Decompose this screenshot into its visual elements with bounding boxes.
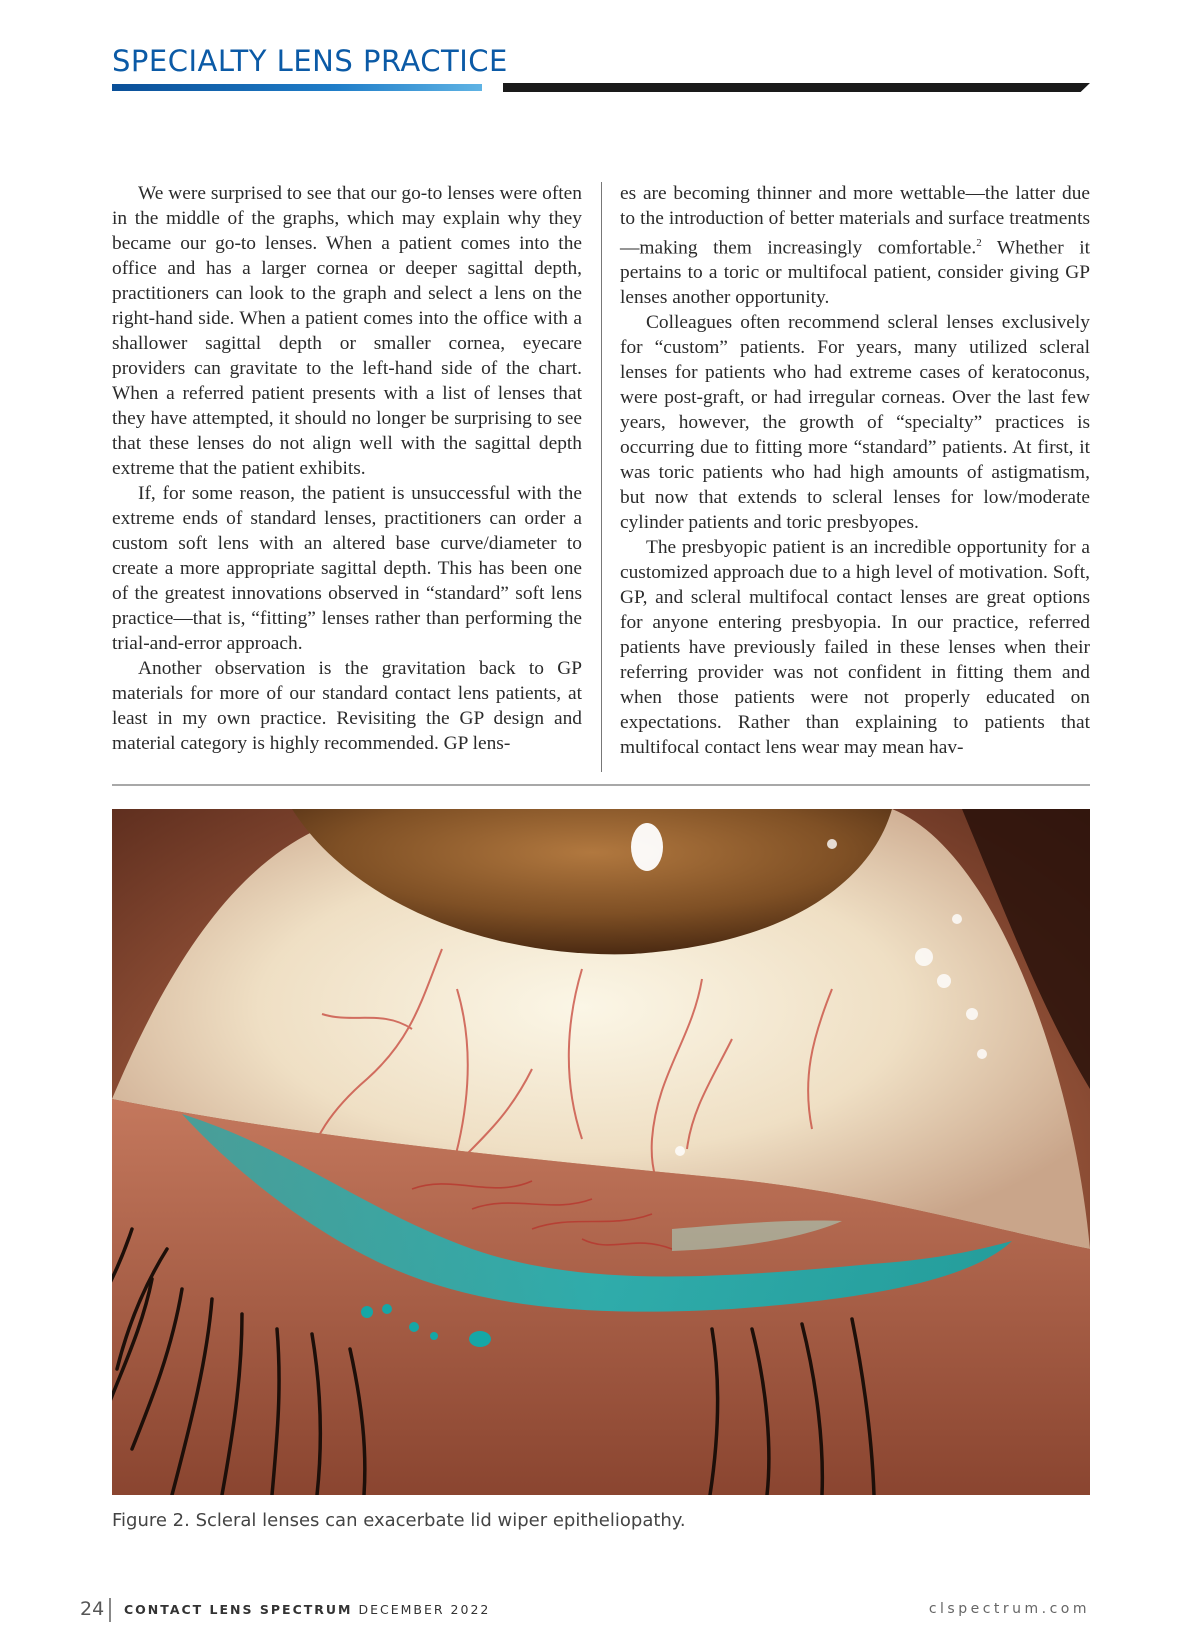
header-rule — [503, 83, 1090, 92]
publication-line — [124, 1602, 490, 1617]
page-footer — [80, 1598, 1090, 1626]
section-title-underline — [112, 84, 482, 91]
section-title: SPECIALTY LENS PRACTICE — [112, 44, 508, 78]
paragraph: Another observation is the gravitation back to GP materials for more of our standard contact lens patients, at least in my own practice. Revisiting the GP design and material category is highly recommended. GP lens- — [112, 658, 582, 754]
page-number: 24 — [80, 1598, 105, 1620]
paragraph: Colleagues often recommend scleral lenses exclusively for “custom” patients. For years, many utilized scleral lenses for patients who had extreme cases of keratoconus, were post-graft, or had irregular corneas. Over the last few years, however, the growth of “specialty” practices is occurring due to fitting more “standard” patients. At first, it was toric patients who had high amounts of astigmatism, but now that extends to scleral lenses for low/moderate cylinder patients and toric presbyopes. — [620, 312, 1090, 534]
eye-photo-illustration — [112, 809, 1090, 1495]
paragraph: We were surprised to see that our go-to lenses were often in the middle of the graphs, which may explain why they became our go-to lenses. When a patient comes into the office and has a larger cornea or deeper sagittal depth, practitioners can look to the graph and select a lens on the right-hand side. When a patient comes into the office with a shallower sagittal depth or smaller cornea, eyecare providers can gravitate to the left-hand side of the chart. When a referred patient presents with a list of lenses that they have attempted, it should no longer be surprising to see that these lenses do not align well with the sagittal depth extreme that the patient exhibits. — [112, 183, 582, 479]
paragraph: The presbyopic patient is an incredible opportunity for a customized approach due to a high level of motivation. Soft, GP, and scleral multifocal contact lenses are great options for anyone entering presbyopia. In our practice, referred patients have previously failed in these lenses when their referring provider was not confident in fitting them and when those patients were not properly educated on expectations. Rather than explaining to patients that multifocal contact lens wear may mean hav- — [620, 537, 1090, 759]
paragraph: If, for some reason, the patient is unsuccessful with the extreme ends of standard lenses, practitioners can order a custom soft lens with an altered base curve/diameter to create a more appropriate sagittal depth. This has been one of the greatest innovations observed in “standard” soft lens practice—that is, “fitting” lenses rather than performing the trial-and-error approach. — [112, 483, 582, 654]
paragraph-continuation — [620, 181, 1090, 310]
corneal-reflection — [631, 823, 663, 871]
footnote-ref[interactable]: 2 — [976, 237, 982, 249]
article-left-column — [112, 181, 582, 756]
publication-name: CONTACT LENS SPECTRUM — [124, 1602, 353, 1617]
issue-date: DECEMBER 2022 — [358, 1602, 491, 1617]
continuation-text: es are becoming thinner and more wettable—the latter due to the introduction of better materials and surface treatments—making them increasingly comfortable. — [620, 183, 1090, 259]
column-divider — [601, 182, 602, 772]
website-link[interactable]: clspectrum.com — [928, 1601, 1090, 1617]
footer-divider — [109, 1598, 111, 1622]
figure-top-rule — [112, 784, 1090, 786]
figure-photo — [112, 809, 1090, 1495]
article-right-column — [620, 181, 1090, 760]
figure-caption: Figure 2. Scleral lenses can exacerbate lid wiper epitheliopathy. — [112, 1510, 686, 1531]
continuation-text-end: Whether it pertains to a toric or multifocal patient, consider giving GP lenses another opportunity. — [620, 237, 1090, 309]
